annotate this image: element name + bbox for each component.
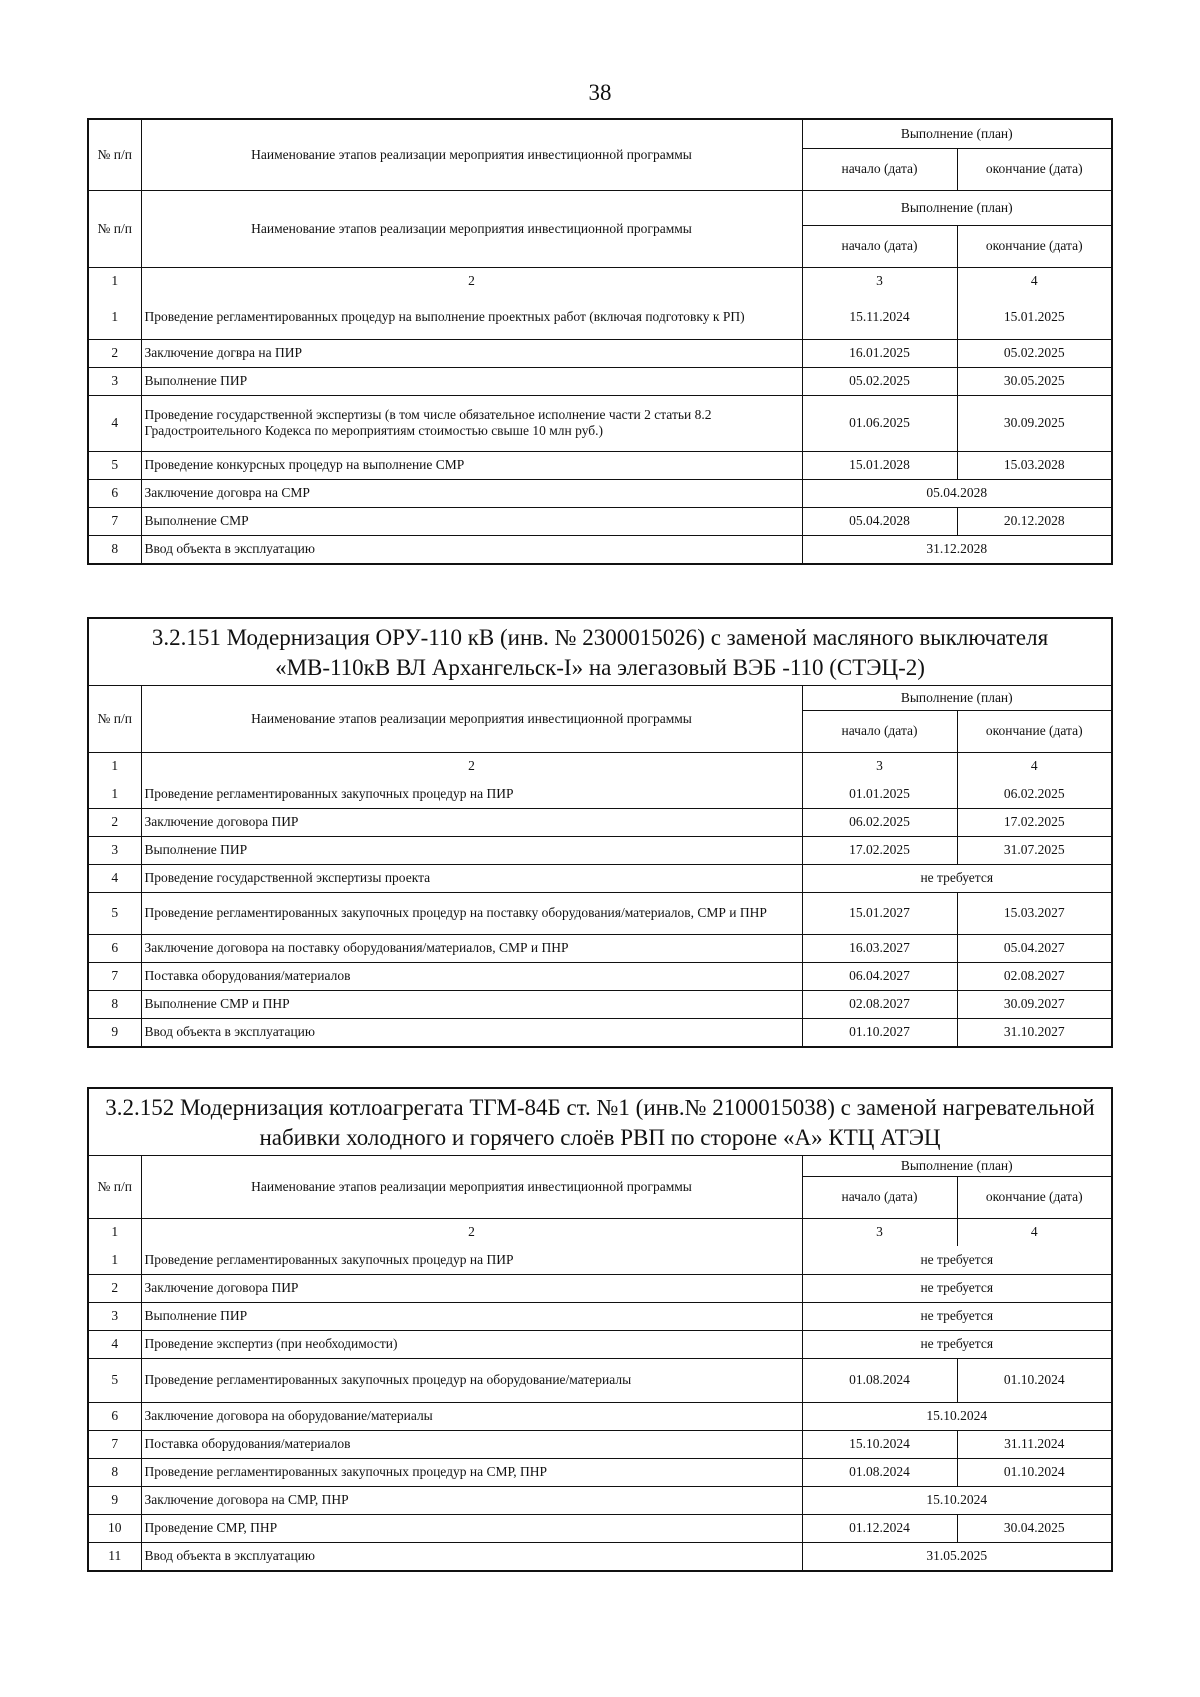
column-number: 1: [89, 752, 141, 780]
table-row: [89, 1542, 1111, 1570]
table-row: [89, 864, 1111, 892]
merged-value: 31.05.2025: [802, 1542, 1111, 1570]
row-number: 6: [89, 1402, 141, 1430]
stage-name: Выполнение СМР: [141, 507, 802, 535]
column-number: 2: [141, 752, 802, 780]
start-date: 15.01.2027: [802, 892, 957, 934]
start-date: 05.02.2025: [802, 367, 957, 395]
header-name: Наименование этапов реализации мероприятия инвестиционной программы: [141, 190, 802, 267]
header-end: окончание (дата): [957, 225, 1111, 267]
table-2-body: [89, 780, 1111, 1046]
table-row: [89, 892, 1111, 934]
row-number: 3: [89, 836, 141, 864]
table-row: [89, 1402, 1111, 1430]
row-number: 7: [89, 962, 141, 990]
start-date: 15.01.2028: [802, 451, 957, 479]
header-name: Наименование этапов реализации мероприятия инвестиционной программы: [141, 120, 802, 190]
row-number: 6: [89, 479, 141, 507]
row-number: 9: [89, 1018, 141, 1046]
row-number: 7: [89, 1430, 141, 1458]
stage-name: Ввод объекта в эксплуатацию: [141, 535, 802, 563]
row-number: 1: [89, 1246, 141, 1274]
end-date: 31.11.2024: [957, 1430, 1111, 1458]
row-number: 4: [89, 1330, 141, 1358]
table-row: [89, 1514, 1111, 1542]
stage-name: Ввод объекта в эксплуатацию: [141, 1018, 802, 1046]
start-date: 15.10.2024: [802, 1430, 957, 1458]
table-row: [89, 808, 1111, 836]
end-date: 31.07.2025: [957, 836, 1111, 864]
table-block-3: [87, 1087, 1113, 1572]
merged-value: не требуется: [802, 864, 1111, 892]
end-date: 31.10.2027: [957, 1018, 1111, 1046]
end-date: 30.09.2025: [957, 395, 1111, 451]
table-3-body: [89, 1246, 1111, 1570]
end-date: 01.10.2024: [957, 1458, 1111, 1486]
stage-name: Заключение договора на СМР, ПНР: [141, 1486, 802, 1514]
row-number: 2: [89, 1274, 141, 1302]
table-row: [89, 367, 1111, 395]
column-number: 4: [957, 267, 1111, 295]
stage-name: Заключение догвра на ПИР: [141, 339, 802, 367]
table-row: [89, 507, 1111, 535]
stage-name: Заключение договора на оборудование/материалы: [141, 1402, 802, 1430]
header-num: № п/п: [89, 190, 141, 267]
table-row: [89, 451, 1111, 479]
header-start: начало (дата): [802, 1176, 957, 1218]
table-block-2: [87, 617, 1113, 1048]
row-number: 3: [89, 367, 141, 395]
start-date: 17.02.2025: [802, 836, 957, 864]
section-title-3-2-152: 3.2.152 Модернизация котлоагрегата ТГМ-84Б ст. №1 (инв.№ 2100015038) с заменой нагревательной набивки холодного и горячего слоёв РВП по стороне «А» КТЦ АТЭЦ: [89, 1089, 1111, 1156]
row-number: 8: [89, 1458, 141, 1486]
row-number: 11: [89, 1542, 141, 1570]
header-start: начало (дата): [802, 148, 957, 190]
table-1-body: [89, 295, 1111, 563]
stage-name: Выполнение ПИР: [141, 836, 802, 864]
end-date: 15.03.2027: [957, 892, 1111, 934]
table-row: [89, 535, 1111, 563]
stage-name: Ввод объекта в эксплуатацию: [141, 1542, 802, 1570]
stage-name: Проведение регламентированных закупочных процедур на ПИР: [141, 1246, 802, 1274]
column-number: 1: [89, 1218, 141, 1246]
row-number: 4: [89, 864, 141, 892]
row-number: 6: [89, 934, 141, 962]
row-number: 8: [89, 535, 141, 563]
table-row: [89, 836, 1111, 864]
end-date: 20.12.2028: [957, 507, 1111, 535]
table-row: [89, 479, 1111, 507]
stage-name: Выполнение ПИР: [141, 1302, 802, 1330]
end-date: 02.08.2027: [957, 962, 1111, 990]
table-row: [89, 962, 1111, 990]
table-row: [89, 395, 1111, 451]
merged-value: 05.04.2028: [802, 479, 1111, 507]
row-number: 7: [89, 507, 141, 535]
table-row: [89, 1458, 1111, 1486]
column-number: 4: [957, 1218, 1111, 1246]
stage-name: Поставка оборудования/материалов: [141, 962, 802, 990]
stage-name: Проведение государственной экспертизы проекта: [141, 864, 802, 892]
end-date: 15.01.2025: [957, 295, 1111, 339]
header-exec: Выполнение (план): [802, 190, 1111, 225]
stage-name: Проведение конкурсных процедур на выполнение СМР: [141, 451, 802, 479]
start-date: 16.01.2025: [802, 339, 957, 367]
header-exec: Выполнение (план): [802, 686, 1111, 710]
header-end: окончание (дата): [957, 1176, 1111, 1218]
stage-name: Заключение договра на СМР: [141, 479, 802, 507]
stage-name: Проведение регламентированных закупочных процедур на поставку оборудования/материалов, СМР и ПНР: [141, 892, 802, 934]
table-row: [89, 1302, 1111, 1330]
end-date: 30.05.2025: [957, 367, 1111, 395]
row-number: 4: [89, 395, 141, 451]
stage-name: Проведение регламентированных закупочных процедур на ПИР: [141, 780, 802, 808]
start-date: 01.06.2025: [802, 395, 957, 451]
end-date: 06.02.2025: [957, 780, 1111, 808]
merged-value: 15.10.2024: [802, 1402, 1111, 1430]
stage-name: Заключение договора ПИР: [141, 1274, 802, 1302]
row-number: 1: [89, 295, 141, 339]
stage-name: Проведение СМР, ПНР: [141, 1514, 802, 1542]
table-row: [89, 339, 1111, 367]
header-num: № п/п: [89, 686, 141, 752]
merged-value: не требуется: [802, 1330, 1111, 1358]
page-number: 38: [588, 80, 612, 105]
section-title-3-2-151: 3.2.151 Модернизация ОРУ-110 кВ (инв. № 2300015026) с заменой масляного выключателя «МВ-110кВ ВЛ Архангельск-I» на элегазовый ВЭБ -110 (СТЭЦ-2): [89, 619, 1111, 686]
row-number: 5: [89, 1358, 141, 1402]
start-date: 01.10.2027: [802, 1018, 957, 1046]
start-date: 01.01.2025: [802, 780, 957, 808]
table-row: [89, 780, 1111, 808]
table-row: [89, 1486, 1111, 1514]
row-number: 8: [89, 990, 141, 1018]
merged-value: не требуется: [802, 1302, 1111, 1330]
row-number: 2: [89, 808, 141, 836]
end-date: 30.04.2025: [957, 1514, 1111, 1542]
stage-name: Заключение договора на поставку оборудования/материалов, СМР и ПНР: [141, 934, 802, 962]
table-row: [89, 934, 1111, 962]
table-block-1: [87, 118, 1113, 565]
header-num: № п/п: [89, 1156, 141, 1218]
start-date: 06.02.2025: [802, 808, 957, 836]
header-start: начало (дата): [802, 710, 957, 752]
schedule-table-3: [89, 1156, 1111, 1570]
header-end: окончание (дата): [957, 710, 1111, 752]
merged-value: не требуется: [802, 1246, 1111, 1274]
row-number: 5: [89, 892, 141, 934]
row-number: 10: [89, 1514, 141, 1542]
start-date: 01.12.2024: [802, 1514, 957, 1542]
schedule-table-2: [89, 686, 1111, 1046]
header-exec: Выполнение (план): [802, 120, 1111, 148]
row-number: 5: [89, 451, 141, 479]
column-number: 1: [89, 267, 141, 295]
stage-name: Заключение договора ПИР: [141, 808, 802, 836]
column-number: 2: [141, 267, 802, 295]
table-row: [89, 1246, 1111, 1274]
header-name: Наименование этапов реализации мероприятия инвестиционной программы: [141, 686, 802, 752]
start-date: 15.11.2024: [802, 295, 957, 339]
merged-value: не требуется: [802, 1274, 1111, 1302]
end-date: 30.09.2027: [957, 990, 1111, 1018]
column-number: 4: [957, 752, 1111, 780]
column-number: 3: [802, 1218, 957, 1246]
table-row: [89, 295, 1111, 339]
stage-name: Проведение экспертиз (при необходимости): [141, 1330, 802, 1358]
start-date: 02.08.2027: [802, 990, 957, 1018]
stage-name: Проведение государственной экспертизы (в том числе обязательное исполнение части 2 статьи 8.2 Градостроительного Кодекса по мероприятиям стоимостью свыше 10 млн руб.): [141, 395, 802, 451]
stage-name: Проведение регламентированных процедур на выполнение проектных работ (включая подготовку к РП): [141, 295, 802, 339]
end-date: 17.02.2025: [957, 808, 1111, 836]
header-exec: Выполнение (план): [802, 1156, 1111, 1176]
stage-name: Выполнение СМР и ПНР: [141, 990, 802, 1018]
start-date: 16.03.2027: [802, 934, 957, 962]
table-row: [89, 1274, 1111, 1302]
table-row: [89, 1018, 1111, 1046]
start-date: 01.08.2024: [802, 1458, 957, 1486]
stage-name: Проведение регламентированных закупочных процедур на СМР, ПНР: [141, 1458, 802, 1486]
column-number: 3: [802, 267, 957, 295]
merged-value: 31.12.2028: [802, 535, 1111, 563]
merged-value: 15.10.2024: [802, 1486, 1111, 1514]
header-start: начало (дата): [802, 225, 957, 267]
column-number: 3: [802, 752, 957, 780]
header-name: Наименование этапов реализации мероприятия инвестиционной программы: [141, 1156, 802, 1218]
table-row: [89, 1330, 1111, 1358]
end-date: 05.04.2027: [957, 934, 1111, 962]
end-date: 01.10.2024: [957, 1358, 1111, 1402]
table-row: [89, 1358, 1111, 1402]
schedule-table-1: [89, 120, 1111, 563]
end-date: 15.03.2028: [957, 451, 1111, 479]
header-end: окончание (дата): [957, 148, 1111, 190]
start-date: 05.04.2028: [802, 507, 957, 535]
row-number: 2: [89, 339, 141, 367]
row-number: 3: [89, 1302, 141, 1330]
stage-name: Выполнение ПИР: [141, 367, 802, 395]
stage-name: Поставка оборудования/материалов: [141, 1430, 802, 1458]
start-date: 01.08.2024: [802, 1358, 957, 1402]
end-date: 05.02.2025: [957, 339, 1111, 367]
column-number: 2: [141, 1218, 802, 1246]
table-row: [89, 1430, 1111, 1458]
table-row: [89, 990, 1111, 1018]
row-number: 9: [89, 1486, 141, 1514]
header-num: № п/п: [89, 120, 141, 190]
start-date: 06.04.2027: [802, 962, 957, 990]
stage-name: Проведение регламентированных закупочных процедур на оборудование/материалы: [141, 1358, 802, 1402]
row-number: 1: [89, 780, 141, 808]
